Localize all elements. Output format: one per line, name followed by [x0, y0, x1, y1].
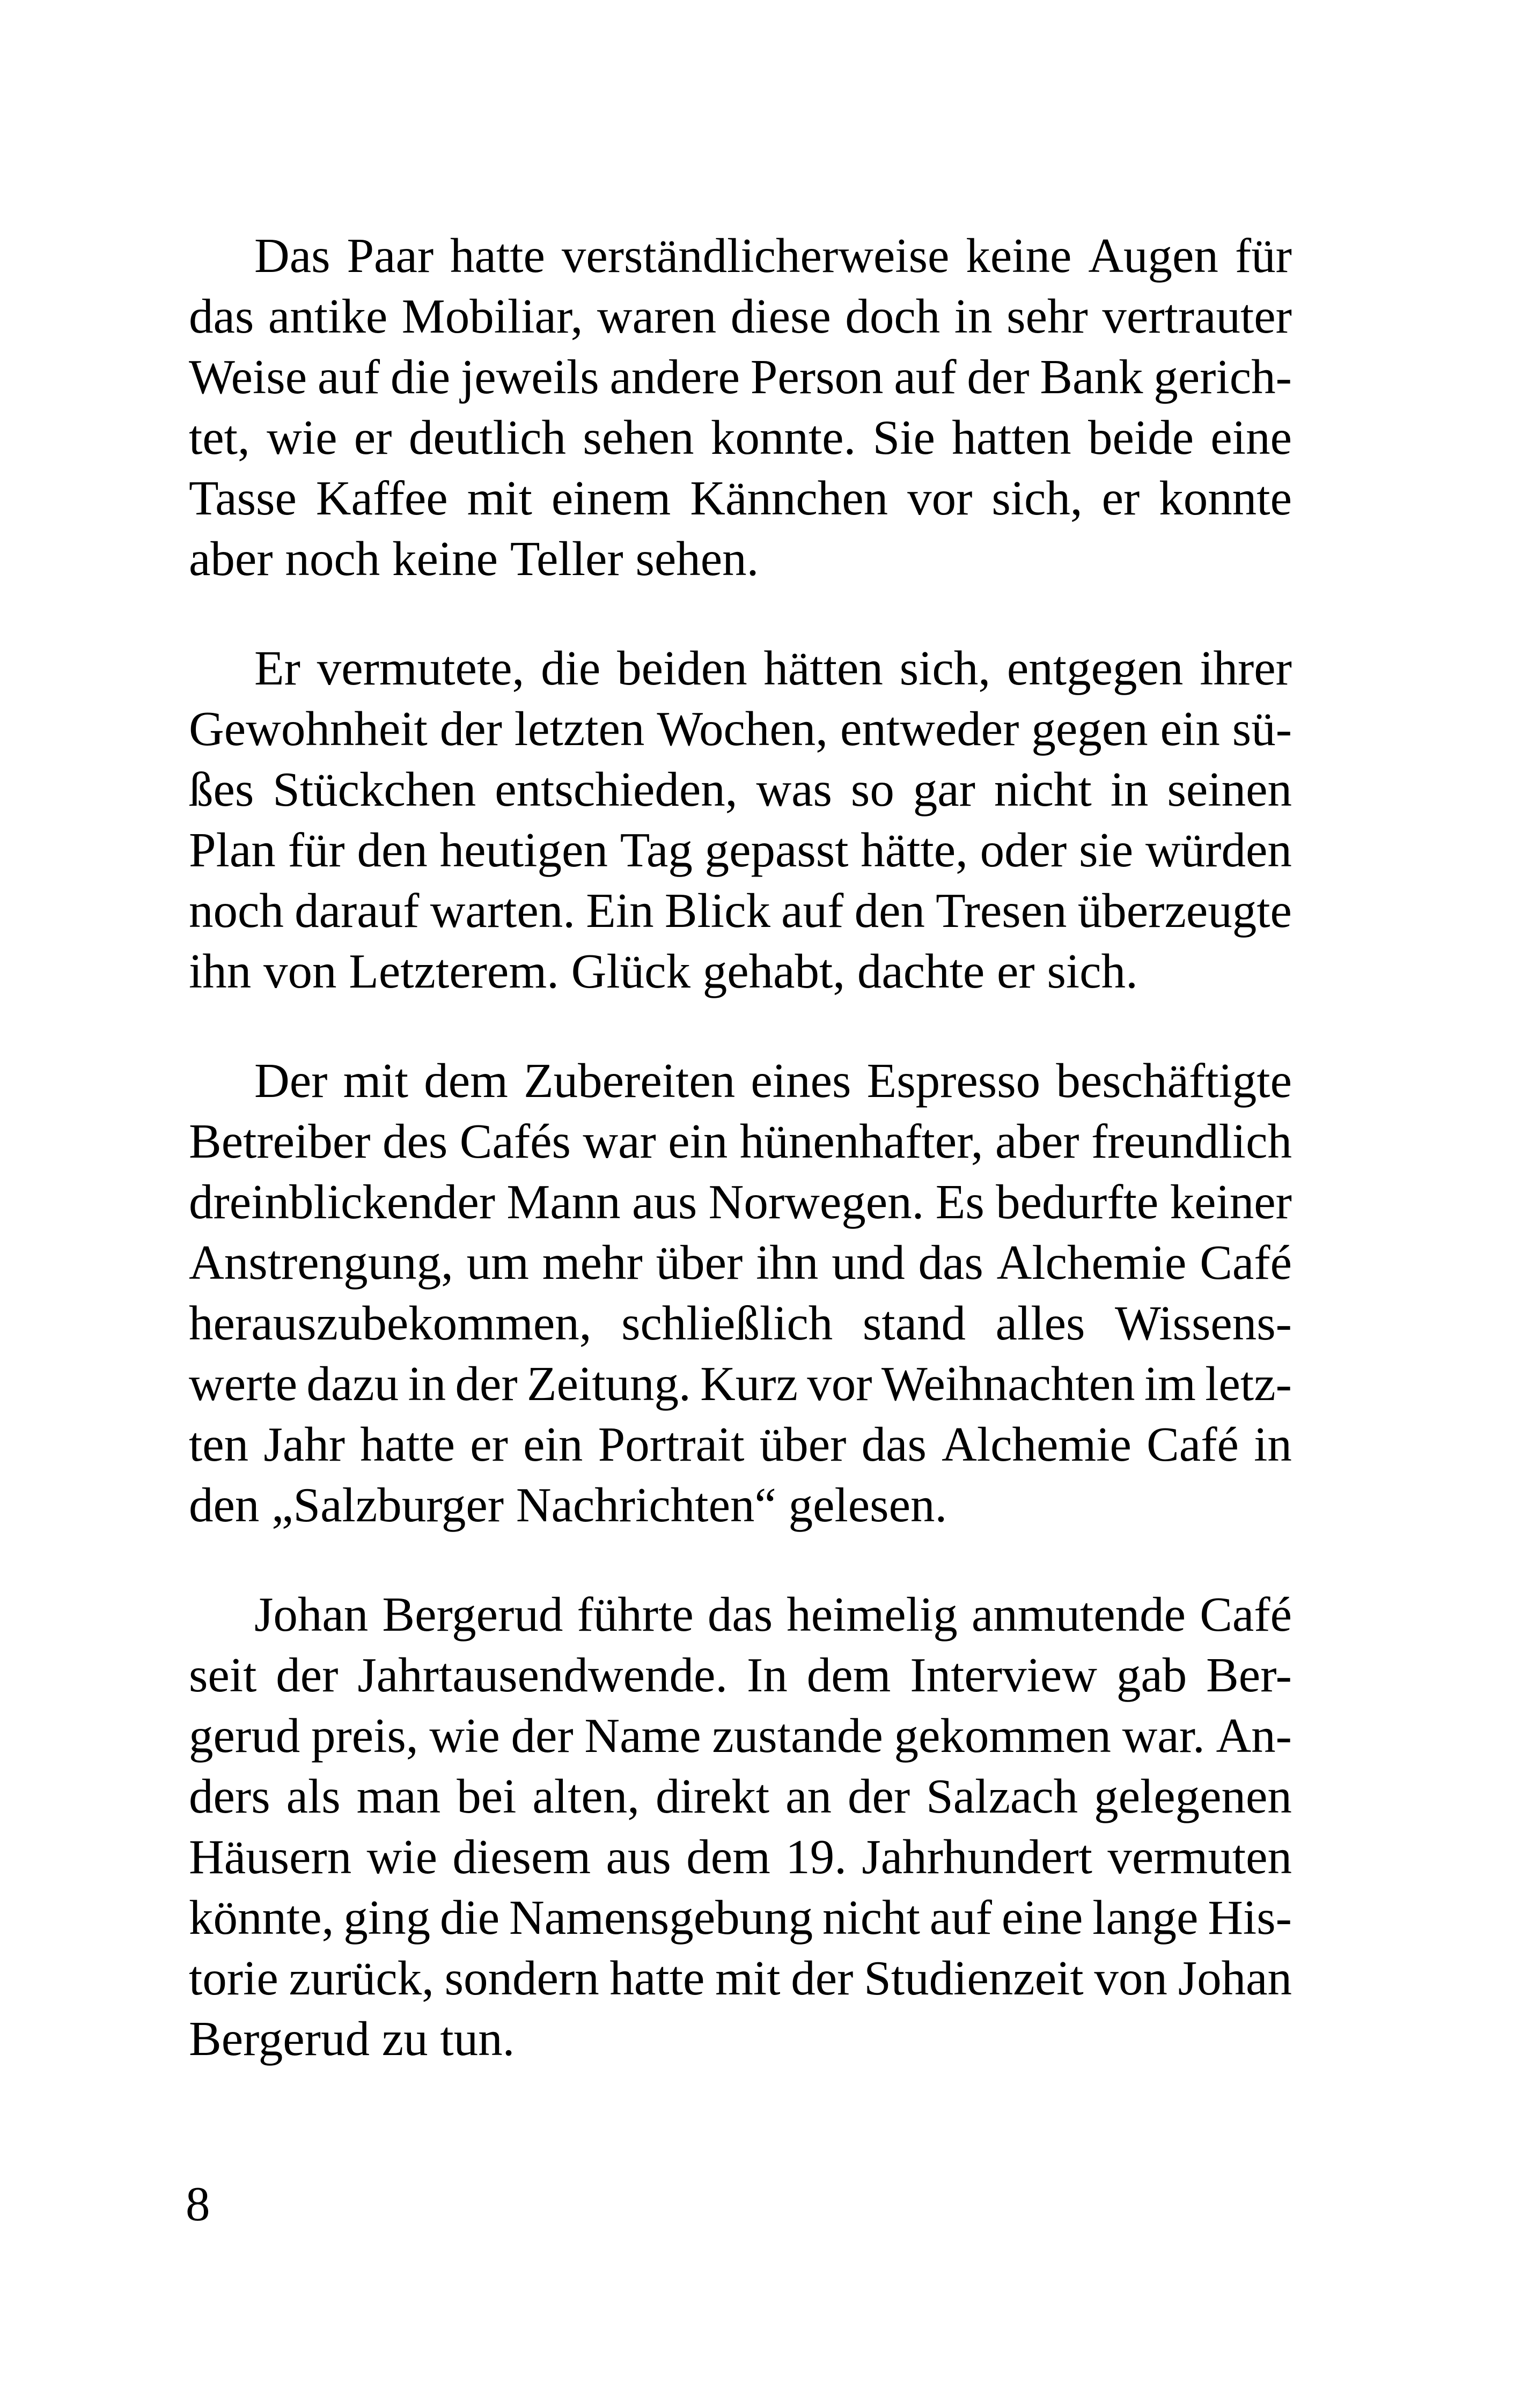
word: Norwegen.: [708, 1175, 924, 1229]
word: ßes: [189, 762, 254, 816]
word: Espresso: [866, 1054, 1041, 1108]
word: beide: [1088, 410, 1194, 465]
word: von: [1094, 1951, 1167, 2005]
word: gelesen.: [788, 1478, 947, 1532]
word: seit: [189, 1648, 257, 1702]
word: Es: [935, 1175, 984, 1229]
word: gar: [913, 762, 975, 816]
word: dreinblickender: [189, 1175, 496, 1229]
word: sehen: [583, 410, 694, 465]
text-line: [189, 820, 1292, 880]
word: alten,: [532, 1769, 640, 1823]
word: bei: [457, 1769, 517, 1823]
text-line: [189, 1172, 1292, 1232]
word: Tasse: [189, 471, 297, 525]
word: dachte: [857, 944, 985, 998]
word: des: [382, 1114, 448, 1168]
paragraph: [189, 225, 1292, 589]
word: auf: [317, 350, 380, 404]
word: heimelig: [787, 1587, 958, 1641]
word: hatte: [450, 229, 545, 283]
text-line: [189, 638, 1292, 698]
word: so: [850, 762, 894, 816]
word: hatten: [952, 410, 1071, 465]
word: gelegenen: [1094, 1769, 1292, 1823]
word: gerich-: [1153, 350, 1292, 404]
word: Letzterem.: [349, 944, 559, 998]
word: Bergerud: [189, 2012, 370, 2066]
word: eine: [1210, 410, 1292, 465]
word: dem: [424, 1054, 508, 1108]
word: gepasst: [704, 823, 849, 877]
word: freundlich: [1091, 1114, 1292, 1168]
word: Blick: [664, 883, 770, 938]
word: ders: [189, 1769, 270, 1823]
word: er: [997, 944, 1035, 998]
word: Wissens-: [1115, 1296, 1292, 1350]
word: gab: [1116, 1648, 1187, 1702]
text-line: [189, 1584, 1292, 1645]
word: der: [967, 350, 1030, 404]
text-line: [189, 1293, 1292, 1353]
word: der: [276, 1648, 339, 1702]
word: mit: [343, 1054, 408, 1108]
word: letzten: [514, 702, 645, 756]
word: der: [791, 1951, 854, 2005]
word: dem: [806, 1648, 891, 1702]
word: Café: [1200, 1587, 1292, 1641]
word: Weise: [189, 350, 307, 404]
word: gekommen: [894, 1709, 1111, 1763]
word: alles: [995, 1296, 1085, 1350]
word: über: [656, 1235, 743, 1290]
word: Alchemie: [996, 1235, 1187, 1290]
word: hatte: [609, 1951, 705, 2005]
word: letz-: [1205, 1357, 1292, 1411]
word: keine: [966, 229, 1072, 283]
word: vor: [807, 1357, 872, 1411]
word: vermutete,: [317, 641, 525, 695]
word: Jahrhundert: [862, 1830, 1092, 1884]
word: Der: [254, 1054, 328, 1108]
word: seinen: [1167, 762, 1292, 816]
word: wie: [267, 410, 337, 465]
word: antike: [268, 289, 388, 343]
paragraph: [189, 1050, 1292, 1535]
word: gerud: [189, 1709, 300, 1763]
text-line: [189, 1475, 1292, 1535]
text-line: [189, 468, 1292, 528]
word: aus: [606, 1830, 671, 1884]
word: Kurz: [700, 1357, 798, 1411]
word: Ein: [586, 883, 654, 938]
word: eines: [751, 1054, 851, 1108]
text-line: [189, 1111, 1292, 1172]
word: entschieden,: [495, 762, 738, 816]
word: Das: [254, 229, 330, 283]
word: konnte.: [710, 410, 856, 465]
word: zu: [381, 2012, 428, 2066]
text-line: [189, 759, 1292, 820]
word: würden: [1145, 823, 1292, 877]
text-line: [189, 2008, 1292, 2069]
word: anmutende: [971, 1587, 1186, 1641]
text-line: [189, 1232, 1292, 1293]
word: Sie: [872, 410, 935, 465]
word: dazu: [306, 1357, 399, 1411]
word: den: [854, 883, 925, 938]
text-line: [189, 1645, 1292, 1705]
word: doch: [845, 289, 940, 343]
word: Plan: [189, 823, 276, 877]
word: „Salzburger: [271, 1478, 504, 1532]
word: Anstrengung,: [189, 1235, 453, 1290]
word: Kaffee: [315, 471, 448, 525]
word: direkt: [655, 1769, 770, 1823]
word: konnte: [1159, 471, 1292, 525]
word: sich.: [1047, 944, 1138, 998]
word: hätten: [763, 641, 883, 695]
word: stand: [862, 1296, 966, 1350]
word: beschäftigte: [1056, 1054, 1292, 1108]
word: Betreiber: [189, 1114, 371, 1168]
text-line: [189, 1353, 1292, 1414]
word: deutlich: [408, 410, 566, 465]
word: jeweils: [460, 350, 599, 404]
word: der: [848, 1769, 910, 1823]
word: über: [759, 1417, 847, 1471]
word: Café: [1200, 1235, 1292, 1290]
word: gegen: [1031, 702, 1148, 756]
word: sehen.: [635, 532, 759, 586]
word: 19.: [785, 1830, 847, 1884]
word: dem: [686, 1830, 770, 1884]
word: auf: [929, 1890, 992, 1945]
word: Johan: [254, 1587, 369, 1641]
word: ein: [668, 1114, 728, 1168]
word: aber: [189, 532, 273, 586]
word: einem: [551, 471, 671, 525]
word: war.: [1122, 1709, 1205, 1763]
word: an: [785, 1769, 832, 1823]
word: aus: [632, 1175, 697, 1229]
word: Portrait: [598, 1417, 745, 1471]
word: die: [439, 1890, 500, 1945]
word: Wochen,: [657, 702, 828, 756]
word: hätte,: [861, 823, 968, 877]
word: Paar: [347, 229, 434, 283]
word: Tresen: [936, 883, 1067, 938]
text-line: [189, 407, 1292, 468]
word: An-: [1216, 1709, 1292, 1763]
word: entweder: [840, 702, 1019, 756]
word: in: [1110, 762, 1149, 816]
word: um: [466, 1235, 529, 1290]
text-line: [189, 698, 1292, 759]
word: sondern: [444, 1951, 599, 2005]
word: Studienzeit: [864, 1951, 1084, 2005]
word: was: [756, 762, 832, 816]
word: Bank: [1040, 350, 1143, 404]
word: auf: [894, 350, 957, 404]
word: Ber-: [1206, 1648, 1292, 1702]
word: Er: [254, 641, 300, 695]
word: der: [455, 1357, 518, 1411]
word: eine: [1001, 1890, 1083, 1945]
word: auf: [781, 883, 844, 938]
word: Jahrtausendwende.: [357, 1648, 728, 1702]
word: der: [511, 1709, 574, 1763]
word: entgegen: [1006, 641, 1184, 695]
word: ihn: [189, 944, 252, 998]
word: Jahr: [263, 1417, 345, 1471]
word: Mobiliar,: [401, 289, 583, 343]
text-line: [189, 1827, 1292, 1887]
word: zurück,: [289, 1951, 434, 2005]
word: heutigen: [439, 823, 608, 877]
paragraph: [189, 1584, 1292, 2069]
word: er: [354, 410, 392, 465]
word: Person: [750, 350, 884, 404]
word: sich,: [991, 471, 1083, 525]
word: der: [439, 702, 502, 756]
word: ihrer: [1200, 641, 1292, 695]
word: herauszubekommen,: [189, 1296, 592, 1350]
word: gehabt,: [702, 944, 846, 998]
word: das: [707, 1587, 773, 1641]
word: Häusern: [189, 1830, 352, 1884]
word: keiner: [1170, 1175, 1292, 1229]
text-line: [189, 941, 1292, 1002]
word: aber: [995, 1114, 1079, 1168]
word: Zeitung.: [527, 1357, 691, 1411]
word: oder: [980, 823, 1067, 877]
text-line: [189, 1948, 1292, 2008]
word: wie: [429, 1709, 500, 1763]
word: Salzach: [926, 1769, 1078, 1823]
word: torie: [189, 1951, 278, 2005]
word: im: [1144, 1357, 1196, 1411]
word: keine: [392, 532, 498, 586]
word: schließlich: [621, 1296, 833, 1350]
text-line: [189, 1050, 1292, 1111]
word: Kännchen: [690, 471, 888, 525]
word: lange: [1092, 1890, 1199, 1945]
word: wie: [366, 1830, 437, 1884]
word: sie: [1079, 823, 1134, 877]
word: Augen: [1088, 229, 1218, 283]
word: Café: [1147, 1417, 1239, 1471]
word: ein: [1160, 702, 1220, 756]
word: diesem: [452, 1830, 591, 1884]
word: hünenhafter,: [739, 1114, 983, 1168]
word: preis,: [311, 1709, 418, 1763]
text-line: [189, 1766, 1292, 1827]
word: sich,: [899, 641, 991, 695]
word: In: [747, 1648, 788, 1702]
body-text: [189, 225, 1292, 2118]
text-line: [189, 1887, 1292, 1948]
word: zustande: [712, 1709, 883, 1763]
word: Alchemie: [942, 1417, 1131, 1471]
word: überzeugte: [1077, 883, 1292, 938]
word: nicht: [994, 762, 1092, 816]
text-line: [189, 1414, 1292, 1475]
word: Glück: [571, 944, 690, 998]
word: die: [541, 641, 601, 695]
word: His-: [1208, 1890, 1292, 1945]
word: beiden: [617, 641, 747, 695]
word: in: [954, 289, 993, 343]
word: die: [390, 350, 451, 404]
word: den: [357, 823, 428, 877]
word: ein: [523, 1417, 583, 1471]
word: sü-: [1232, 702, 1292, 756]
word: in: [408, 1357, 446, 1411]
word: vermuten: [1107, 1830, 1292, 1884]
word: darauf: [295, 883, 420, 938]
word: verständlicherweise: [561, 229, 950, 283]
word: sehr: [1006, 289, 1088, 343]
word: das: [918, 1235, 983, 1290]
text-line: [189, 880, 1292, 941]
word: waren: [597, 289, 717, 343]
word: Teller: [510, 532, 623, 586]
word: Interview: [910, 1648, 1097, 1702]
word: diese: [730, 289, 831, 343]
word: war: [583, 1114, 656, 1168]
word: nicht: [822, 1890, 920, 1945]
word: tun.: [440, 2012, 515, 2066]
word: vertrauter: [1102, 289, 1292, 343]
word: mit: [715, 1951, 781, 2005]
word: für: [1235, 229, 1292, 283]
word: hatte: [360, 1417, 455, 1471]
word: Nachrichten“: [516, 1478, 776, 1532]
word: Cafés: [459, 1114, 571, 1168]
word: Weihnachten: [881, 1357, 1135, 1411]
word: bedurfte: [996, 1175, 1159, 1229]
word: Mann: [506, 1175, 621, 1229]
word: werte: [189, 1357, 298, 1411]
word: das: [189, 289, 254, 343]
word: den: [189, 1478, 260, 1532]
word: von: [263, 944, 337, 998]
word: andere: [609, 350, 740, 404]
word: Namensgebung: [509, 1890, 813, 1945]
word: warten.: [430, 883, 576, 938]
word: Stückchen: [273, 762, 476, 816]
word: vor: [907, 471, 973, 525]
word: mehr: [542, 1235, 643, 1290]
word: für: [288, 823, 345, 877]
word: Johan: [1178, 1951, 1292, 2005]
word: Gewohnheit: [189, 702, 428, 756]
word: mit: [467, 471, 532, 525]
word: Name: [584, 1709, 701, 1763]
text-line: [189, 528, 1292, 589]
text-line: [189, 225, 1292, 286]
word: ging: [343, 1890, 431, 1945]
text-line: [189, 1705, 1292, 1766]
text-line: [189, 286, 1292, 347]
word: als: [286, 1769, 341, 1823]
word: er: [470, 1417, 508, 1471]
word: in: [1254, 1417, 1292, 1471]
word: ihn: [756, 1235, 819, 1290]
word: und: [832, 1235, 905, 1290]
word: Bergerud: [382, 1587, 563, 1641]
text-line: [189, 347, 1292, 407]
paragraph: [189, 638, 1292, 1002]
word: noch: [189, 883, 284, 938]
word: das: [861, 1417, 927, 1471]
page-number: 8: [186, 2177, 210, 2231]
word: ten: [189, 1417, 249, 1471]
word: könnte,: [189, 1890, 334, 1945]
word: man: [356, 1769, 441, 1823]
word: Tag: [620, 823, 693, 877]
word: Zubereiten: [524, 1054, 736, 1108]
word: tet,: [189, 410, 250, 465]
word: er: [1101, 471, 1140, 525]
word: führte: [577, 1587, 694, 1641]
word: noch: [285, 532, 380, 586]
